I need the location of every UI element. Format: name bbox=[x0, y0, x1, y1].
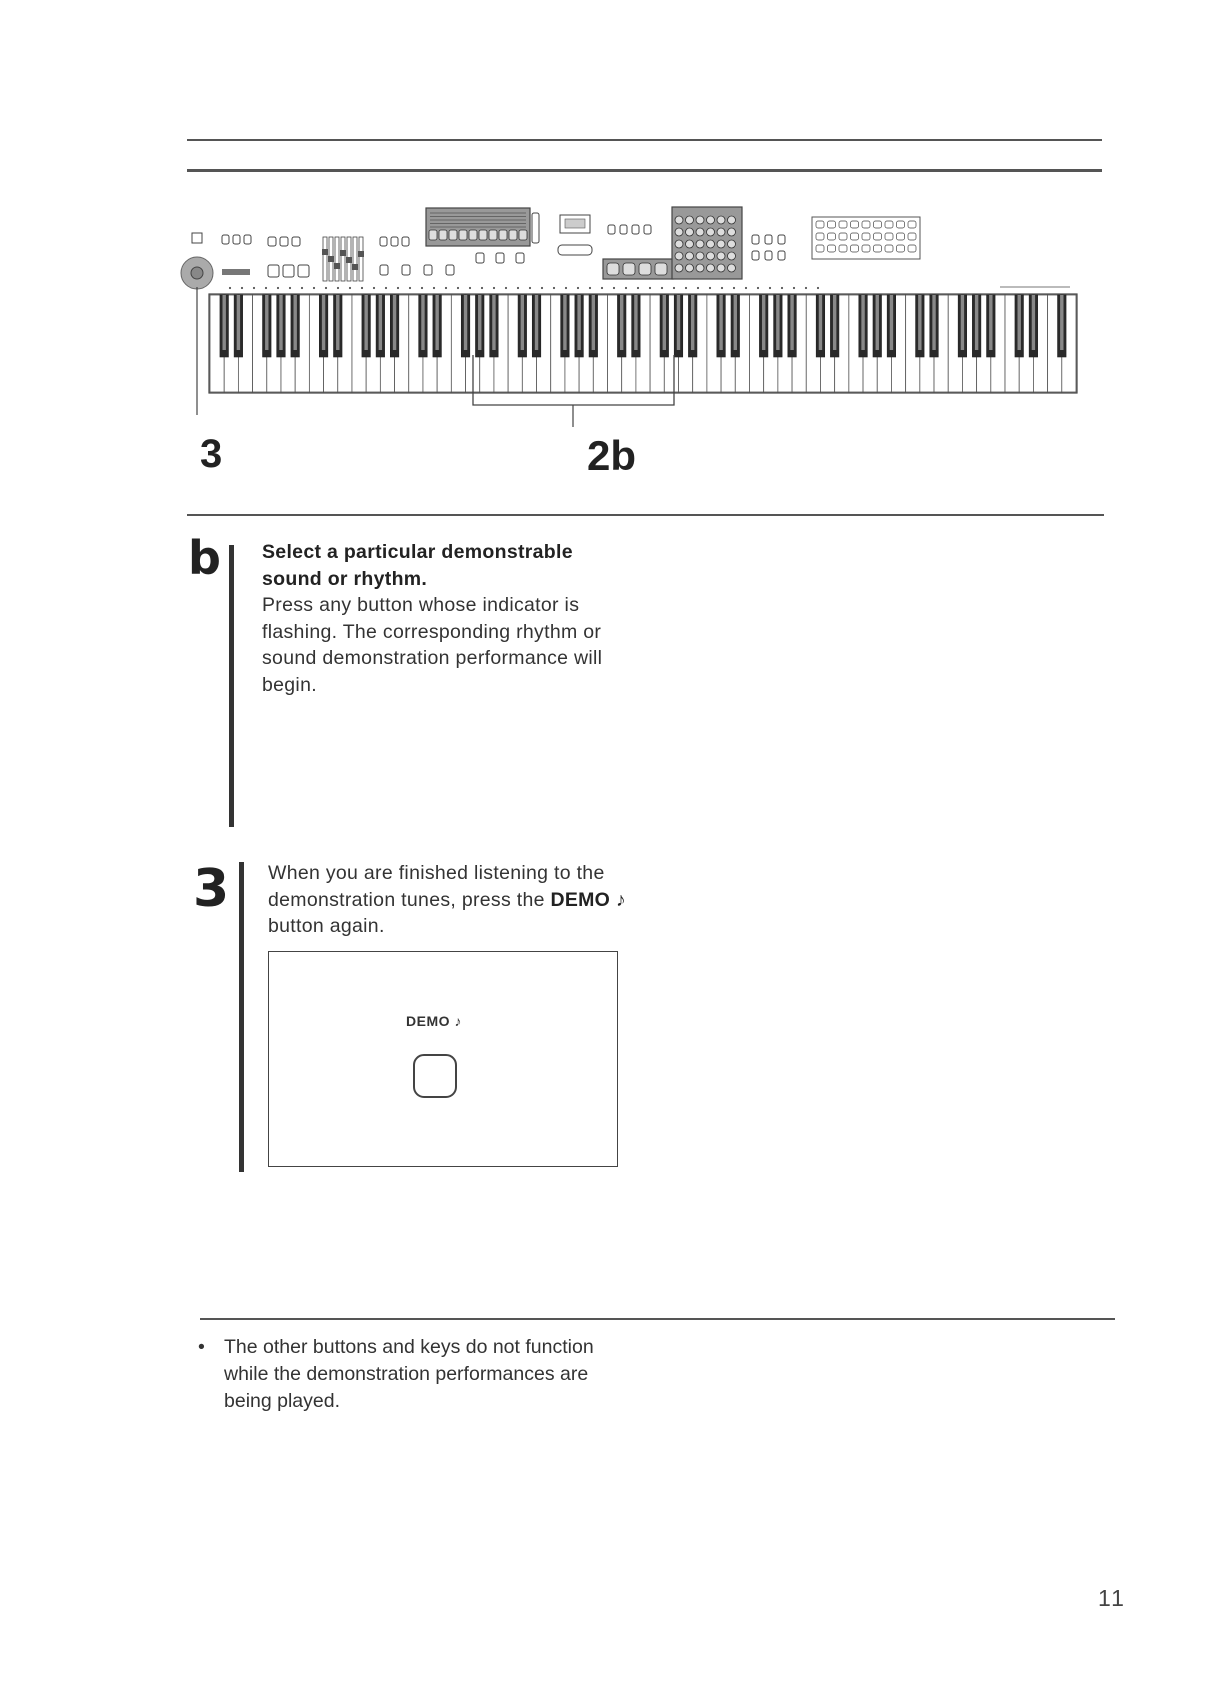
panel-dot bbox=[289, 287, 291, 289]
black-key-highlight bbox=[293, 295, 296, 350]
callout-3: 3 bbox=[200, 432, 223, 476]
right-button-icon bbox=[908, 245, 916, 252]
panel-dot bbox=[817, 287, 819, 289]
black-key-highlight bbox=[762, 295, 765, 350]
panel-button-icon bbox=[391, 237, 398, 246]
panel-button-icon bbox=[476, 253, 484, 263]
panel-dot bbox=[325, 287, 327, 289]
right-button-icon bbox=[828, 233, 836, 240]
panel-dot bbox=[601, 287, 603, 289]
right-button-icon bbox=[897, 245, 905, 252]
right-button-icon bbox=[816, 221, 824, 228]
panel-button-icon bbox=[268, 265, 279, 277]
panel-button-icon bbox=[424, 265, 432, 275]
sound-button-icon bbox=[686, 252, 694, 260]
panel-dot bbox=[541, 287, 543, 289]
black-key-highlight bbox=[1060, 295, 1063, 350]
panel-button-icon bbox=[244, 235, 251, 244]
panel-dot bbox=[337, 287, 339, 289]
panel-dot bbox=[445, 287, 447, 289]
step-3-bar bbox=[239, 862, 244, 1172]
black-key-highlight bbox=[379, 295, 382, 350]
demo-knob-icon bbox=[191, 267, 203, 279]
panel-button-icon bbox=[233, 235, 240, 244]
panel-dot bbox=[757, 287, 759, 289]
step-b-text bbox=[262, 539, 622, 698]
demo-button[interactable] bbox=[413, 1054, 457, 1098]
figure-bottom-rule bbox=[187, 514, 1104, 516]
black-key-highlight bbox=[677, 295, 680, 350]
black-key-highlight bbox=[393, 295, 396, 350]
panel-button-icon bbox=[402, 265, 410, 275]
black-key-highlight bbox=[535, 295, 538, 350]
page-number: 11 bbox=[1098, 1585, 1126, 1611]
sound-button-icon bbox=[728, 216, 736, 224]
panel-dot bbox=[253, 287, 255, 289]
voice-button-icon bbox=[479, 230, 487, 240]
panel-button-icon bbox=[298, 265, 309, 277]
panel-dot bbox=[745, 287, 747, 289]
fader-knob-icon bbox=[334, 263, 340, 269]
sound-button-icon bbox=[675, 228, 683, 236]
keyboard-illustration bbox=[180, 205, 1100, 485]
rhythm-button-icon bbox=[639, 263, 651, 275]
panel-dot bbox=[589, 287, 591, 289]
black-key-highlight bbox=[563, 295, 566, 350]
top-rule-thick bbox=[187, 169, 1102, 172]
black-key-highlight bbox=[833, 295, 836, 350]
panel-dot bbox=[565, 287, 567, 289]
panel-dot bbox=[301, 287, 303, 289]
demo-panel-illustration bbox=[268, 951, 618, 1167]
right-button-icon bbox=[885, 221, 893, 228]
sound-button-icon bbox=[707, 252, 715, 260]
black-key-highlight bbox=[464, 295, 467, 350]
panel-button-icon bbox=[292, 237, 300, 246]
keyboard-keys bbox=[209, 294, 1077, 393]
top-rule-thin bbox=[187, 139, 1102, 141]
black-key-highlight bbox=[492, 295, 495, 350]
black-key-highlight bbox=[421, 295, 424, 350]
panel-button-icon bbox=[778, 251, 785, 260]
power-switch-icon bbox=[192, 233, 202, 243]
sound-button-icon bbox=[717, 216, 725, 224]
panel-dot bbox=[265, 287, 267, 289]
black-key-highlight bbox=[620, 295, 623, 350]
sound-button-icon bbox=[717, 240, 725, 248]
step-3-demo-label: DEMO ♪ bbox=[550, 888, 626, 911]
black-key-highlight bbox=[975, 295, 978, 350]
black-key-highlight bbox=[478, 295, 481, 350]
right-button-icon bbox=[908, 233, 916, 240]
step-b-body: Press any button whose indicator is flashing. The corresponding rhythm or sound demonstration performance will begin. bbox=[262, 594, 603, 696]
panel-dot bbox=[241, 287, 243, 289]
black-key-highlight bbox=[776, 295, 779, 350]
panel-dot bbox=[721, 287, 723, 289]
panel-dot bbox=[805, 287, 807, 289]
right-button-icon bbox=[851, 221, 859, 228]
panel-dot bbox=[373, 287, 375, 289]
fader-knob-icon bbox=[328, 256, 334, 262]
fader-knob-icon bbox=[346, 257, 352, 263]
black-key-highlight bbox=[989, 295, 992, 350]
sound-button-icon bbox=[675, 240, 683, 248]
panel-dot bbox=[349, 287, 351, 289]
panel-button-icon bbox=[532, 213, 539, 243]
slider-icon bbox=[222, 269, 250, 275]
right-button-icon bbox=[851, 233, 859, 240]
fader-knob-icon bbox=[322, 249, 328, 255]
note-text: The other buttons and keys do not function while the demonstration performances are being played. bbox=[224, 1336, 594, 1412]
sound-button-icon bbox=[686, 240, 694, 248]
panel-dot bbox=[469, 287, 471, 289]
black-key-highlight bbox=[876, 295, 879, 350]
black-key-highlight bbox=[890, 295, 893, 350]
right-button-icon bbox=[908, 221, 916, 228]
black-key-highlight bbox=[364, 295, 367, 350]
black-key-highlight bbox=[279, 295, 282, 350]
sound-button-icon bbox=[717, 252, 725, 260]
panel-dot bbox=[421, 287, 423, 289]
step-b-bar bbox=[229, 545, 234, 827]
black-key-highlight bbox=[819, 295, 822, 350]
black-key-highlight bbox=[336, 295, 339, 350]
panel-dot bbox=[577, 287, 579, 289]
panel-button-icon bbox=[380, 237, 387, 246]
panel-button-icon bbox=[765, 251, 772, 260]
panel-dot bbox=[637, 287, 639, 289]
right-button-icon bbox=[828, 245, 836, 252]
sound-button-icon bbox=[707, 264, 715, 272]
right-button-icon bbox=[874, 245, 882, 252]
black-key-highlight bbox=[663, 295, 666, 350]
right-button-icon bbox=[851, 245, 859, 252]
sound-button-icon bbox=[686, 264, 694, 272]
fader-icon bbox=[359, 237, 363, 281]
black-key-highlight bbox=[1032, 295, 1035, 350]
panel-button-icon bbox=[268, 237, 276, 246]
sound-button-icon bbox=[707, 216, 715, 224]
panel-dot bbox=[673, 287, 675, 289]
panel-dot bbox=[649, 287, 651, 289]
voice-button-icon bbox=[429, 230, 437, 240]
voice-button-icon bbox=[459, 230, 467, 240]
sound-button-icon bbox=[696, 228, 704, 236]
panel-dot bbox=[553, 287, 555, 289]
panel-button-icon bbox=[496, 253, 504, 263]
voice-button-icon bbox=[519, 230, 527, 240]
step-3-text-before: When you are finished listening to the demonstration tunes, press the bbox=[268, 862, 605, 911]
note-bullet: • bbox=[198, 1336, 205, 1358]
panel-button-icon bbox=[280, 237, 288, 246]
control-panel bbox=[181, 207, 1070, 289]
panel-dot bbox=[697, 287, 699, 289]
right-button-icon bbox=[839, 245, 847, 252]
panel-button-icon bbox=[222, 235, 229, 244]
black-key-highlight bbox=[719, 295, 722, 350]
rhythm-button-icon bbox=[623, 263, 635, 275]
panel-dot bbox=[481, 287, 483, 289]
panel-button-icon bbox=[620, 225, 627, 234]
black-key-highlight bbox=[691, 295, 694, 350]
panel-dot bbox=[793, 287, 795, 289]
sound-button-icon bbox=[675, 216, 683, 224]
right-button-icon bbox=[897, 221, 905, 228]
display-screen-icon bbox=[565, 219, 585, 228]
sound-button-icon bbox=[686, 228, 694, 236]
black-key-highlight bbox=[322, 295, 325, 350]
panel-dot bbox=[529, 287, 531, 289]
panel-button-icon bbox=[752, 235, 759, 244]
sound-button-icon bbox=[696, 264, 704, 272]
panel-button-icon bbox=[778, 235, 785, 244]
right-button-icon bbox=[839, 233, 847, 240]
panel-dot bbox=[229, 287, 231, 289]
sound-button-icon bbox=[728, 264, 736, 272]
panel-dot bbox=[709, 287, 711, 289]
panel-button-icon bbox=[632, 225, 639, 234]
rhythm-button-icon bbox=[607, 263, 619, 275]
fader-knob-icon bbox=[358, 251, 364, 257]
black-key-highlight bbox=[918, 295, 921, 350]
sound-button-icon bbox=[696, 252, 704, 260]
panel-button-icon bbox=[402, 237, 409, 246]
panel-dot bbox=[397, 287, 399, 289]
panel-dot bbox=[277, 287, 279, 289]
voice-button-icon bbox=[509, 230, 517, 240]
fader-knob-icon bbox=[340, 250, 346, 256]
panel-button-icon bbox=[608, 225, 615, 234]
right-button-icon bbox=[816, 245, 824, 252]
right-button-icon bbox=[874, 233, 882, 240]
sound-button-icon bbox=[728, 252, 736, 260]
tempo-button-icon bbox=[558, 245, 592, 255]
panel-dot bbox=[361, 287, 363, 289]
right-button-icon bbox=[885, 233, 893, 240]
sound-button-icon bbox=[675, 252, 683, 260]
demo-panel-label: DEMO ♪ bbox=[406, 1013, 462, 1029]
sound-button-icon bbox=[686, 216, 694, 224]
panel-dot bbox=[517, 287, 519, 289]
panel-dot bbox=[625, 287, 627, 289]
right-button-icon bbox=[862, 245, 870, 252]
fader-icon bbox=[335, 237, 339, 281]
black-key-highlight bbox=[577, 295, 580, 350]
step-3-number: 3 bbox=[193, 859, 230, 919]
panel-dot bbox=[781, 287, 783, 289]
right-button-icon bbox=[885, 245, 893, 252]
panel-dot bbox=[613, 287, 615, 289]
voice-button-icon bbox=[439, 230, 447, 240]
panel-dot bbox=[409, 287, 411, 289]
black-key-highlight bbox=[265, 295, 268, 350]
panel-dot bbox=[385, 287, 387, 289]
right-button-icon bbox=[816, 233, 824, 240]
panel-dot bbox=[457, 287, 459, 289]
black-key-highlight bbox=[634, 295, 637, 350]
step-b-letter: b bbox=[188, 531, 221, 585]
panel-dot bbox=[733, 287, 735, 289]
voice-button-icon bbox=[469, 230, 477, 240]
panel-dot bbox=[685, 287, 687, 289]
panel-dot bbox=[769, 287, 771, 289]
fader-icon bbox=[341, 237, 345, 281]
panel-button-icon bbox=[516, 253, 524, 263]
sound-button-icon bbox=[675, 264, 683, 272]
right-button-icon bbox=[828, 221, 836, 228]
right-button-icon bbox=[874, 221, 882, 228]
fader-icon bbox=[323, 237, 327, 281]
panel-dot bbox=[493, 287, 495, 289]
panel-button-icon bbox=[752, 251, 759, 260]
panel-button-icon bbox=[765, 235, 772, 244]
panel-dot bbox=[505, 287, 507, 289]
black-key-highlight bbox=[861, 295, 864, 350]
callout-2b: 2b bbox=[587, 432, 637, 479]
sound-button-icon bbox=[696, 216, 704, 224]
voice-button-icon bbox=[449, 230, 457, 240]
sound-button-icon bbox=[707, 240, 715, 248]
sound-button-icon bbox=[728, 228, 736, 236]
black-key-highlight bbox=[1018, 295, 1021, 350]
fader-icon bbox=[353, 237, 357, 281]
right-button-icon bbox=[897, 233, 905, 240]
right-button-icon bbox=[862, 233, 870, 240]
rhythm-button-icon bbox=[655, 263, 667, 275]
panel-dot bbox=[433, 287, 435, 289]
sound-button-icon bbox=[707, 228, 715, 236]
step-b-heading: Select a particular demonstrable sound or rhythm. bbox=[262, 541, 573, 590]
black-key-highlight bbox=[961, 295, 964, 350]
step-3-text bbox=[268, 860, 638, 940]
sound-button-icon bbox=[728, 240, 736, 248]
black-key-highlight bbox=[222, 295, 225, 350]
sound-button-icon bbox=[717, 264, 725, 272]
fader-knob-icon bbox=[352, 264, 358, 270]
black-key-highlight bbox=[932, 295, 935, 350]
panel-button-icon bbox=[283, 265, 294, 277]
black-key-highlight bbox=[790, 295, 793, 350]
black-key-highlight bbox=[435, 295, 438, 350]
panel-dot bbox=[313, 287, 315, 289]
black-key-highlight bbox=[521, 295, 524, 350]
black-key-highlight bbox=[592, 295, 595, 350]
panel-dot bbox=[661, 287, 663, 289]
black-key-highlight bbox=[734, 295, 737, 350]
voice-button-icon bbox=[489, 230, 497, 240]
note-rule bbox=[200, 1318, 1115, 1320]
sound-button-icon bbox=[696, 240, 704, 248]
panel-button-icon bbox=[380, 265, 388, 275]
sound-button-icon bbox=[717, 228, 725, 236]
black-key-highlight bbox=[237, 295, 240, 350]
right-button-icon bbox=[839, 221, 847, 228]
panel-button-icon bbox=[446, 265, 454, 275]
voice-button-icon bbox=[499, 230, 507, 240]
panel-button-icon bbox=[644, 225, 651, 234]
right-button-icon bbox=[862, 221, 870, 228]
step-3-text-after: button again. bbox=[268, 915, 385, 937]
